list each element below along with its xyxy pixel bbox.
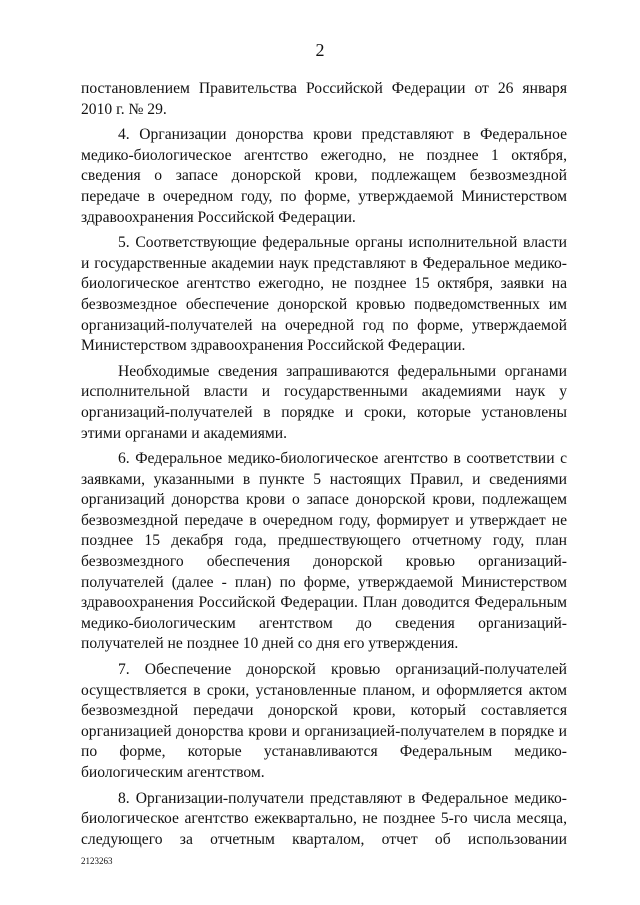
page-number: 2 [315,40,325,60]
paragraph-continuation: постановлением Правительства Российской Федерации от 26 января 2010 г. № 29. [81,80,567,118]
paragraph-item-4: 4. Организации донорства крови представляют в Федеральное медико-биологическое агентство ежегодно, не позднее 1 октября, сведения о запасе донорской крови, подлежащем безвозмездной передаче в очередном году, по форме, утверждаемой Министерством здравоохранения Российской Федерации. [81,126,567,226]
document-code: 2123263 [81,856,113,866]
paragraph-item-7: 7. Обеспечение донорской кровью организаций-получателей осуществляется в сроки, установленные планом, и оформляется актом безвозмездной передачи донорской крови, который составляется организацией донорства крови и организацией-получателем в порядке и по форме, которые устанавливаются Федеральным медико-биологическим агентством. [81,661,567,781]
paragraph-item-8: 8. Организации-получатели представляют в Федеральное медико-биологическое агентство ежеквартально, не позднее 5-го числа месяца, следующего за отчетным кварталом, отчет об использовании [81,789,567,848]
paragraph-item-5-note: Необходимые сведения запрашиваются федеральными органами исполнительной власти и государственными академиями наук у организаций-получателей в порядке и сроки, которые установлены этими органами и академиями. [81,362,567,442]
paragraph-item-6: 6. Федеральное медико-биологическое агентство в соответствии с заявками, указанными в пункте 5 настоящих Правил, и сведениями организаций донорства крови о запасе донорской крови, подлежащем безвозмездной передаче в очередном году, формирует и утверждает не позднее 15 декабря года, предшествующего отчетному году, план безвозмездного обеспечения донорской кровью организаций-получателей (далее - план) по форме, утверждаемой Министерством здравоохранения Российской Федерации. План доводится Федеральным медико-биологическим агентством до сведения организаций-получателей не позднее 10 дней со дня его утверждения. [81,450,567,653]
document-body [81,79,567,850]
paragraph-item-5: 5. Соответствующие федеральные органы исполнительной власти и государственные академии наук представляют в Федеральное медико-биологическое агентство ежегодно, не позднее 15 октября, заявки на безвозмездное обеспечение донорской кровью подведомственных им организаций-получателей на очередной год по форме, утверждаемой Министерством здравоохранения Российской Федерации. [81,234,567,355]
